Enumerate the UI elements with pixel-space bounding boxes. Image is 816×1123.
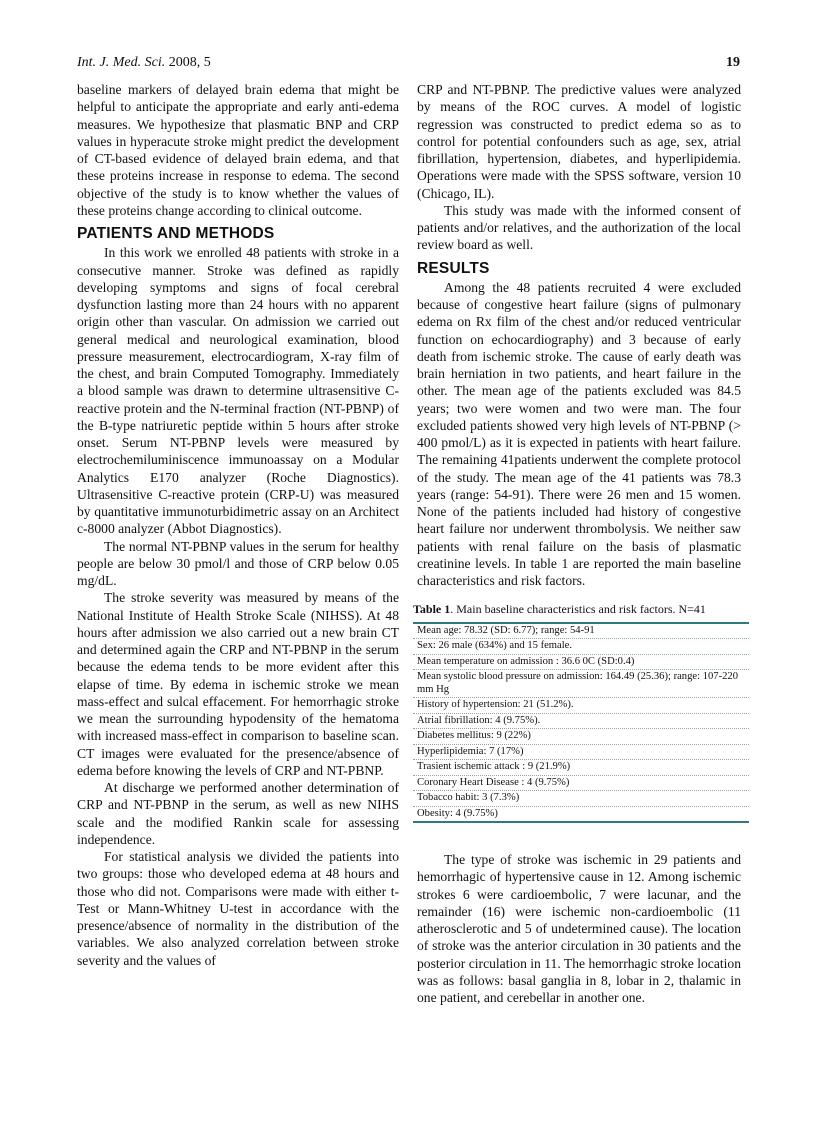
table-row xyxy=(413,760,749,776)
paragraph: At discharge we performed another determination of CRP and NT-PBNP in the serum, as well as new NIHS scale and the modified Rankin scale for assessing independence. xyxy=(77,780,399,847)
paragraph: Among the 48 patients recruited 4 were excluded because of congestive heart failure (signs of pulmonary edema on Rx film of the chest and/or reduced ventricular function on echocardiography) and 3 because of early death from ischemic stroke. The cause of early death was brain herniation in two patients, and heart failure in the other. The mean age of the patients excluded was 84.5 years; two were women and two were man. The four excluded patients showed very high levels of NT-PBNP (> 400 pmol/L) as it is expected in patients with heart failure. The remaining 41patients underwent the complete protocol of the study. The mean age of the 41 patients was 78.3 years (range: 54-91). There were 26 men and 15 women. None of the patients included had history of congestive heart failure nor underwent thrombolysis. We neither saw patients with renal failure on the basis of plasmatic creatinine levels. In table 1 are reported the main baseline characteristics and risk factors. xyxy=(417,279,741,588)
table-row xyxy=(413,623,749,639)
running-header xyxy=(77,55,211,71)
table-cell: Diabetes mellitus: 9 (22%) xyxy=(413,729,749,745)
paragraph: The normal NT-PBNP values in the serum for healthy people are below 30 pmol/l and those of CRP below 0.05 mg/dL. xyxy=(77,538,399,588)
table-row xyxy=(413,713,749,729)
right-column xyxy=(413,81,741,1006)
table-cell: Atrial fibrillation: 4 (9.75%). xyxy=(413,713,749,729)
table-cell: Coronary Heart Disease : 4 (9.75%) xyxy=(413,775,749,791)
section-heading-methods: PATIENTS AND METHODS xyxy=(77,225,275,242)
table-caption xyxy=(413,601,741,618)
paragraph: In this work we enrolled 48 patients with stroke in a consecutive manner. Stroke was defined as rapidly developing symptoms and signs of focal cerebral dysfunction lasting more than 24 hours with no apparent origin other than vascular. On admission we carried out general medical and neurological examination, blood pressure measurement, electrocardiogram, X-ray film of the chest, and brain Computed Tomography. Immediately a blood sample was drawn to determine ultrasensitive C-reactive protein and the N-terminal fraction (NT-PBNP) of the B-type natriuretic peptide within 5 hours after stroke onset. Serum NT-PBNP levels were measured by electrochemiluminiscence immunoassay on a Modular Analytics E170 analyzer (Roche Diagnostics). Ultrasensitive C-reactive protein (CRP-U) was measured by quantitative immunoturbidimetric assay on an Architect c-8000 analyzer (Abbot Diagnostics). xyxy=(77,245,399,537)
paragraph: For statistical analysis we divided the patients into two groups: those who developed edema at 48 hours and those who did not. Comparisons were made with either t-Test or Mann-Whitney U-test in accordance with the presence/absence of normality in the distribution of the variables. We also analyzed correlation between stroke severity and the values of xyxy=(77,849,399,968)
table-row xyxy=(413,775,749,791)
table-row xyxy=(413,639,749,655)
table-caption-text: . Main baseline characteristics and risk factors. N=41 xyxy=(450,602,706,617)
paragraph: baseline markers of delayed brain edema that might be helpful to anticipate the appropriate and early anti-edema measures. We hypothesize that plasmatic BNP and CRP values in hyperacute stroke might predict the development of CT-based evidence of delayed brain edema, and that these proteins increase in response to edema. The second objective of the study is to know whether the values of these proteins change according to clinical outcome. xyxy=(77,82,399,218)
section-heading-results: RESULTS xyxy=(417,259,490,277)
table-row xyxy=(413,729,749,745)
left-column xyxy=(77,81,399,969)
table-cell: Mean temperature on admission : 36.6 0C (SD:0.4) xyxy=(413,654,749,670)
table-cell: History of hypertension: 21 (51.2%). xyxy=(413,698,749,714)
journal-name: Int. J. Med. Sci. xyxy=(77,55,166,70)
table-row xyxy=(413,806,749,822)
table-cell: Hyperlipidemia: 7 (17%) xyxy=(413,744,749,760)
paragraph: The type of stroke was ischemic in 29 patients and hemorrhagic of hypertensive cause in 12. Among ischemic strokes 6 were cardioembolic, 7 were lacunar, and the remainder (16) were ischemic non-cardioembolic (11 atherosclerotic and 5 of undetermined cause). The location of stroke was the anterior circulation in 30 patients and the posterior circulation in 11. The hemorrhagic stroke location was as follows: basal ganglia in 8, lobar in 2, thalamic in one patient, and cerebellar in another one. xyxy=(417,852,741,1005)
table-row xyxy=(413,791,749,807)
baseline-table xyxy=(413,622,749,824)
table-cell: Tobacco habit: 3 (7.3%) xyxy=(413,791,749,807)
table-cell: Obesity: 4 (9.75%) xyxy=(413,806,749,822)
table-cell: Sex: 26 male (634%) and 15 female. xyxy=(413,639,749,655)
table-row xyxy=(413,654,749,670)
table-cell: Mean age: 78.32 (SD: 6.77); range: 54-91 xyxy=(413,623,749,639)
table-cell: Mean systolic blood pressure on admission: 164.49 (25.36); range: 107-220 mm Hg xyxy=(413,670,749,698)
table-cell: Trasient ischemic attack : 9 (21.9%) xyxy=(413,760,749,776)
page-number: 19 xyxy=(726,55,740,70)
paragraph: CRP and NT-PBNP. The predictive values were analyzed by means of the ROC curves. A model of logistic regression was constructed to predict edema so as to control for potential confounders such as age, sex, atrial fibrillation, hypertension, diabetes, and hyperlipidemia. Operations were made with the SPSS software, version 10 (Chicago, IL). xyxy=(417,82,741,201)
paragraph: This study was made with the informed consent of patients and/or relatives, and the authorization of the local review board as well. xyxy=(417,202,741,253)
table-row xyxy=(413,698,749,714)
table-row xyxy=(413,670,749,698)
year-volume: 2008, 5 xyxy=(168,55,211,70)
table-label: Table 1 xyxy=(413,602,451,617)
table-row xyxy=(413,744,749,760)
paragraph: The stroke severity was measured by means of the National Institute of Health Stroke Scale (NIHSS). At 48 hours after admission we also carried out a new brain CT and determined again the CRP and NT-PBNP in the serum because the edema tends to be more evident after this elapse of time. By edema in ischemic stroke we mean mass-effect and sulcal effacement. For hemorrhagic stroke we mean the surrounding hypodensity of the hematoma with increased mass-effect in comparison to baseline scan. CT images were evaluated for the presence/absence of edema before knowing the levels of CRP and NT-PBNP. xyxy=(77,590,399,778)
